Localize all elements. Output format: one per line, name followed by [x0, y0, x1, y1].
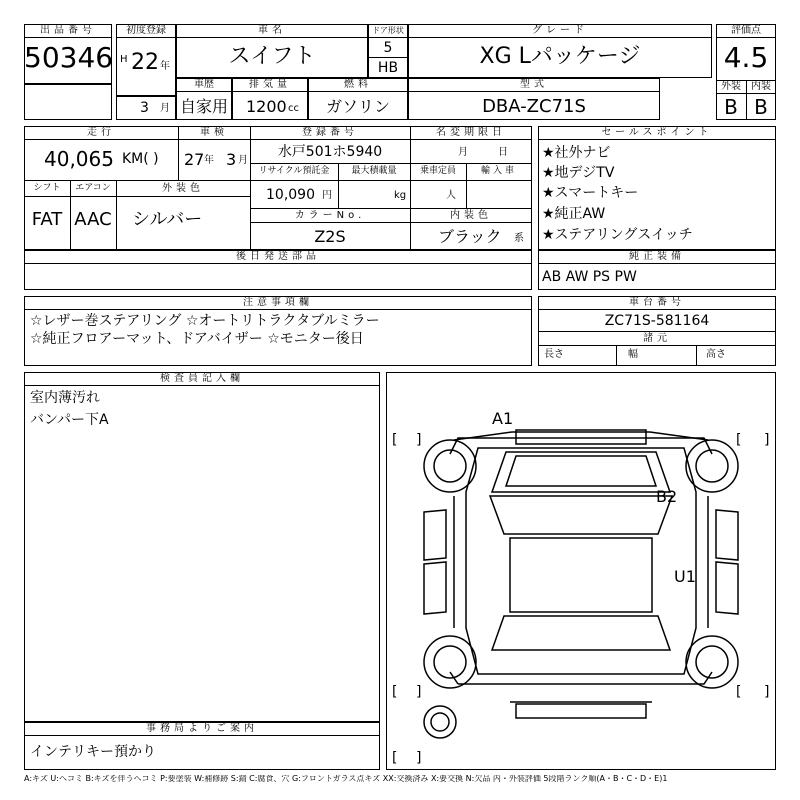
- inspector-notes-label: 検査員記入欄: [160, 373, 244, 384]
- car-name-label: 車名: [258, 25, 286, 36]
- inspection-year: 27: [184, 150, 205, 169]
- width-label: 幅: [628, 349, 638, 360]
- era: H: [120, 54, 128, 65]
- fuel-label: 燃料: [344, 79, 372, 90]
- notes-label: 注意事項欄: [243, 297, 313, 308]
- ac-label: エアコン: [75, 183, 111, 193]
- chassis-number-label: 車台番号: [629, 297, 685, 308]
- chassis-number: ZC71S-581164: [604, 313, 710, 329]
- sales-point-item: ★ステアリングスイッチ: [542, 227, 693, 243]
- max-load-label: 最大積載量: [351, 166, 397, 176]
- bracket-open: [: [392, 750, 398, 766]
- year-unit: 年: [160, 61, 170, 72]
- capacity-label: 乗車定員: [419, 166, 456, 176]
- damage-mark: A1: [492, 409, 514, 428]
- length-label: 長さ: [544, 349, 564, 360]
- interior-grade-label: 内装: [751, 81, 771, 92]
- displacement: 1200: [246, 97, 287, 116]
- exterior-grade: B: [724, 95, 738, 119]
- grade-label: グレード: [532, 25, 588, 36]
- name-change-deadline-label: 名変期限日: [436, 127, 506, 138]
- inspector-note: 室内薄汚れ: [30, 390, 100, 406]
- bracket-close: ]: [416, 432, 422, 448]
- recycle-fee-label: リサイクル預託金: [258, 166, 330, 176]
- mileage-label: 走行: [87, 127, 115, 138]
- grade: XG Lパッケージ: [479, 44, 641, 69]
- inspection-year-unit: 年: [204, 155, 214, 166]
- inspection-month: 3: [226, 150, 237, 169]
- bracket-close: ]: [764, 432, 770, 448]
- office-notice-label: 事務局よりご案内: [146, 723, 258, 734]
- model-label: 型式: [520, 79, 548, 90]
- bracket-close: ]: [416, 684, 422, 700]
- dimensions-label: 諸元: [643, 333, 671, 344]
- import-label: 輸入車: [480, 166, 517, 176]
- max-load-unit: kg: [394, 190, 407, 201]
- sales-point-item: ★社外ナビ: [542, 145, 611, 161]
- shift-label: シフト: [33, 183, 61, 193]
- shift-type: FAT: [31, 209, 63, 230]
- recycle-fee-unit: 円: [322, 190, 332, 201]
- inspection-label: 車検: [200, 127, 228, 138]
- damage-mark: B2: [656, 487, 678, 506]
- equipment-label: 純正装備: [629, 251, 685, 262]
- sales-point-item: ★地デジTV: [542, 165, 615, 181]
- doors: 5: [383, 40, 393, 56]
- bracket-open: [: [736, 684, 742, 700]
- score: 4.5: [723, 41, 769, 74]
- inspection-month-unit: 月: [238, 155, 248, 166]
- first-registration-year: 22: [131, 50, 159, 75]
- first-registration-label: 初度登録: [126, 25, 166, 36]
- fuel: ガソリン: [325, 97, 390, 116]
- exterior-grade-label: 外装: [721, 81, 741, 92]
- car-damage-diagram: [386, 372, 776, 770]
- equipment-value: AB AW PS PW: [542, 269, 637, 285]
- bracket-open: [: [392, 432, 398, 448]
- bracket-close: ]: [416, 750, 422, 766]
- doors-label: ドア形状: [372, 26, 404, 35]
- lot-number: 50346: [24, 41, 114, 74]
- history-label: 車歴: [194, 79, 214, 90]
- exterior-color-label: 外装色: [162, 183, 204, 194]
- sales-points-label: セールスポイント: [601, 127, 713, 138]
- month-unit: 月: [160, 103, 170, 114]
- registration-number-label: 登録番号: [302, 127, 358, 138]
- interior-color: ブラック: [438, 227, 502, 246]
- height-label: 高さ: [706, 349, 726, 360]
- ac-type: AAC: [74, 209, 112, 230]
- bracket-close: ]: [764, 684, 770, 700]
- sales-point-item: ★スマートキー: [542, 185, 639, 201]
- lot-number-label: 出品番号: [40, 25, 96, 36]
- bracket-open: [: [736, 432, 742, 448]
- exterior-color: シルバー: [132, 209, 203, 230]
- interior-grade: B: [754, 95, 768, 119]
- interior-color-suffix: 系: [514, 233, 524, 244]
- car-name: スイフト: [228, 44, 316, 69]
- later-parts-label: 後日発送部品: [236, 251, 320, 262]
- score-label: 評価点: [731, 25, 761, 36]
- recycle-fee: 10,090: [266, 187, 315, 203]
- change-day-unit: 日: [498, 147, 508, 158]
- notes-line: ☆レザー巻ステアリング ☆オートリトラクタブルミラー: [30, 313, 380, 329]
- bracket-open: [: [392, 684, 398, 700]
- legend: A:キズ U:ヘコミ B:キズを伴うヘコミ P:要塗装 W:補修跡 S:錆 C:腐食、穴 G:フロントガラス点キズ XX:交換済み X:要交換 N:欠品 内・外装評価 5段階ランク順(A・B・C・D・E)1: [24, 775, 668, 783]
- damage-mark: U1: [674, 567, 696, 586]
- displacement-unit: cc: [288, 103, 299, 114]
- lot-number-lower-box: [24, 84, 112, 120]
- displacement-label: 排気量: [249, 79, 291, 90]
- history: 自家用: [179, 97, 228, 116]
- first-registration-month: 3: [140, 100, 149, 116]
- color-number-label: カラーNo.: [294, 210, 366, 221]
- color-number: Z2S: [314, 227, 346, 246]
- body-type: HB: [377, 60, 399, 76]
- mileage-unit: KM( ): [122, 151, 159, 167]
- mileage: 40,065: [44, 147, 114, 171]
- model-code: DBA-ZC71S: [482, 96, 586, 117]
- registration-number: 水戸501ホ5940: [277, 144, 383, 160]
- office-note: インテリキー預かり: [30, 744, 156, 760]
- notes-line: ☆純正フロアーマット、ドアバイザー ☆モニター後日: [30, 331, 364, 347]
- capacity-unit: 人: [446, 190, 456, 201]
- sales-point-item: ★純正AW: [542, 206, 606, 222]
- change-month-unit: 月: [458, 147, 468, 158]
- interior-color-label: 内装色: [450, 210, 492, 221]
- inspector-note: バンパー下A: [30, 412, 109, 428]
